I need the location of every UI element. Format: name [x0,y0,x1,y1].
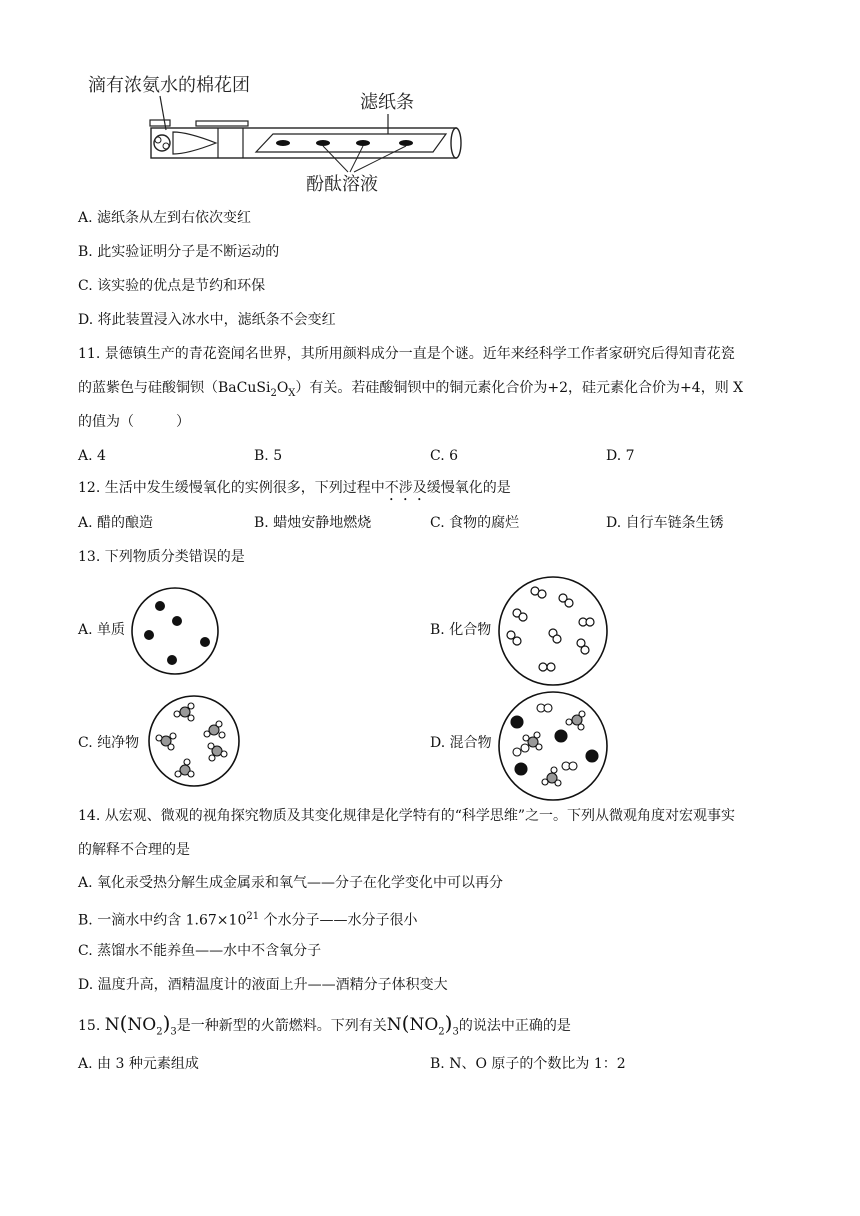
q15-option-b: B. N、O 原子的个数比为 1：2 [430,1056,626,1072]
diagram-element-particles [130,586,220,676]
q14-stem-line2: 的解释不合理的是 [78,842,190,858]
apparatus-drawing [88,70,468,195]
q10-option-b: B. 此实验证明分子是不断运动的 [78,244,280,260]
q14-option-d: D. 温度升高，酒精温度计的液面上升——酒精分子体积变大 [78,977,448,993]
q12-emphasis: 不涉及 [384,480,427,496]
q11-option-a: A. 4 [78,448,106,464]
q15-formula-2: $N(NO_2)_3$ [386,1011,459,1038]
q12-stem: 12. 生活中发生缓慢氧化的实例很多，下列过程中不涉及缓慢氧化的是 [78,480,511,496]
q14-option-c: C. 蒸馏水不能养鱼——水中不含氧分子 [78,943,322,959]
q11-stem-line1: 11. 景德镇生产的青花瓷闻名世界，其所用颜料成分一直是个谜。近年来经科学工作者家研究后得知青花瓷 [78,346,735,362]
q12-option-a: A. 醋的酿造 [78,515,154,531]
q12-option-b: B. 蜡烛安静地燃烧 [254,515,372,531]
q11-option-c: C. 6 [430,448,459,464]
q11-option-d: D. 7 [606,448,635,464]
q13-option-a: A. 单质 [78,622,126,638]
q12-option-d: D. 自行车链条生锈 [606,515,724,531]
q15-formula-1: $N(NO_2)_3$ [104,1011,177,1038]
diagram-pure-substance-particles [147,694,242,789]
q15-option-a: A. 由 3 种元素组成 [78,1056,199,1072]
q14-option-b: B. 一滴水中约含 $1.67\times 10^{21}$ 个水分子——水分子很小 [78,911,418,929]
q11-stem-line3: 的值为（ ） [78,414,190,430]
q14-option-a: A. 氧化汞受热分解生成金属汞和氧气——分子在化学变化中可以再分 [78,875,504,891]
label-phenol: 酚酞溶液 [306,174,378,195]
q11-option-b: B. 5 [254,448,283,464]
q13-stem: 13. 下列物质分类错误的是 [78,549,245,565]
diagram-compound-particles [497,575,609,687]
q15-stem: 15. $N(NO_2)_3$是一种新型的火箭燃料。下列有关$N(NO_2)_3$的说法中正确的是 [78,1011,571,1038]
label-filter: 滤纸条 [360,92,414,113]
q14-stem-line1: 14. 从宏观、微观的视角探究物质及其变化规律是化学特有的“科学思维”之一。下列从微观角度对宏观事实 [78,808,736,824]
q10-option-c: C. 该实验的优点是节约和环保 [78,278,266,294]
q10-option-d: D. 将此装置浸入冰水中，滤纸条不会变红 [78,312,336,328]
q13-option-c: C. 纯净物 [78,735,140,751]
apparatus-figure [88,70,468,195]
q12-option-c: C. 食物的腐烂 [430,515,520,531]
q10-option-a: A. 滤纸条从左到右依次变红 [78,210,252,226]
label-cotton: 滴有浓氨水的棉花团 [88,75,250,96]
q13-option-b: B. 化合物 [430,622,492,638]
q13-option-d: D. 混合物 [430,735,492,751]
diagram-mixture-particles [497,690,609,802]
q11-stem-line2: 的蓝紫色与硅酸铜钡$(BaCuSi_2O_X)$有关。若硅酸铜钡中的铜元素化合价为+2，硅元素化合价为+4，则 X [78,380,744,399]
